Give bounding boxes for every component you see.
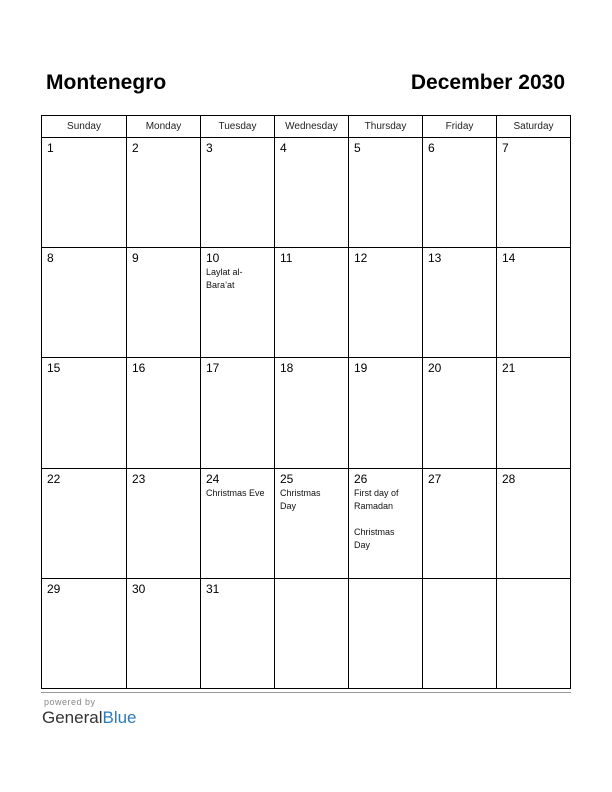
calendar-grid: [41, 115, 571, 689]
day-cell[interactable]: [349, 138, 423, 247]
day-number: 31: [206, 581, 220, 596]
day-cell[interactable]: [423, 579, 497, 689]
day-events: [354, 487, 417, 552]
day-cell[interactable]: [127, 579, 201, 689]
weekday-header: Monday: [127, 116, 201, 137]
weekday-header: Wednesday: [275, 116, 349, 137]
day-cell[interactable]: [201, 579, 275, 689]
day-events: [280, 487, 343, 513]
country-title: Montenegro: [46, 71, 167, 94]
day-events: [206, 487, 269, 500]
day-cell[interactable]: [201, 358, 275, 467]
day-cell[interactable]: [42, 248, 127, 357]
day-cell[interactable]: [349, 358, 423, 467]
day-number: 27: [428, 471, 442, 486]
week-row: [42, 469, 570, 579]
generalblue-logo[interactable]: [42, 708, 137, 728]
day-number: 29: [47, 581, 61, 596]
day-cell[interactable]: [349, 469, 423, 578]
day-cell[interactable]: [423, 138, 497, 247]
day-number: 12: [354, 251, 368, 266]
day-number: 11: [280, 251, 293, 266]
holiday-label: Christmas Day: [280, 487, 321, 511]
weekday-header: Thursday: [349, 116, 423, 137]
day-cell[interactable]: [127, 248, 201, 357]
day-number: 5: [354, 141, 361, 155]
day-cell[interactable]: [497, 138, 570, 247]
day-number: 16: [132, 361, 146, 376]
weekday-header-row: [42, 116, 570, 138]
day-number: 20: [428, 361, 442, 376]
day-number: 22: [47, 471, 61, 486]
day-cell[interactable]: [423, 469, 497, 578]
day-cell[interactable]: [423, 358, 497, 467]
day-cell[interactable]: [42, 358, 127, 467]
day-cell[interactable]: [201, 248, 275, 357]
holiday-label: Christmas Eve: [206, 487, 265, 498]
day-cell[interactable]: [349, 579, 423, 689]
week-row: [42, 138, 570, 248]
day-number: 23: [132, 471, 146, 486]
holiday-label: First day of Ramadan: [354, 487, 399, 511]
day-number: 4: [280, 141, 287, 155]
day-cell[interactable]: [127, 138, 201, 247]
day-number: 26: [354, 471, 368, 486]
day-number: 21: [502, 361, 516, 376]
day-cell[interactable]: [497, 469, 570, 578]
day-number: 14: [502, 251, 516, 266]
day-cell[interactable]: [127, 358, 201, 467]
day-number: 17: [206, 361, 220, 376]
month-title: December 2030: [410, 71, 565, 94]
weekday-header: Tuesday: [201, 116, 275, 137]
day-number: 3: [206, 141, 213, 155]
weeks-container: [42, 138, 570, 689]
day-cell[interactable]: [349, 248, 423, 357]
day-number: 7: [502, 141, 509, 155]
week-row: [42, 358, 570, 468]
day-number: 8: [47, 251, 54, 266]
powered-by-label: powered by: [44, 697, 96, 707]
day-number: 2: [132, 141, 139, 155]
day-cell[interactable]: [275, 248, 349, 357]
day-number: 24: [206, 471, 220, 486]
day-cell[interactable]: [497, 579, 570, 689]
day-number: 1: [47, 141, 54, 155]
day-cell[interactable]: [127, 469, 201, 578]
weekday-header: Sunday: [42, 116, 127, 137]
day-cell[interactable]: [42, 138, 127, 247]
day-number: 10: [206, 251, 220, 266]
holiday-label: Laylat al- Bara’at: [206, 267, 243, 291]
day-number: 18: [280, 361, 294, 376]
week-row: [42, 579, 570, 689]
day-cell[interactable]: [42, 469, 127, 578]
day-cell[interactable]: [201, 469, 275, 578]
day-cell[interactable]: [201, 138, 275, 247]
day-cell[interactable]: [497, 248, 570, 357]
day-number: 30: [132, 581, 146, 596]
day-cell[interactable]: [275, 358, 349, 467]
day-cell[interactable]: [275, 138, 349, 247]
day-number: 28: [502, 471, 516, 486]
day-number: 19: [354, 361, 368, 376]
weekday-header: Saturday: [513, 121, 554, 132]
day-cell[interactable]: [275, 469, 349, 578]
brand-general: General: [42, 708, 103, 727]
day-number: 13: [428, 251, 442, 266]
week-row: [42, 248, 570, 358]
day-cell[interactable]: [275, 579, 349, 689]
footer-divider: [41, 692, 571, 693]
day-number: 15: [47, 361, 61, 376]
day-cell[interactable]: [497, 358, 570, 467]
day-number: 9: [132, 251, 139, 266]
day-cell[interactable]: [423, 248, 497, 357]
weekday-header: Friday: [423, 116, 497, 137]
day-cell[interactable]: [42, 579, 127, 689]
holiday-label: Christmas Day: [354, 526, 395, 550]
day-number: 6: [428, 141, 435, 155]
brand-blue: Blue: [102, 708, 137, 727]
day-number: 25: [280, 471, 294, 486]
day-events: [206, 266, 269, 292]
